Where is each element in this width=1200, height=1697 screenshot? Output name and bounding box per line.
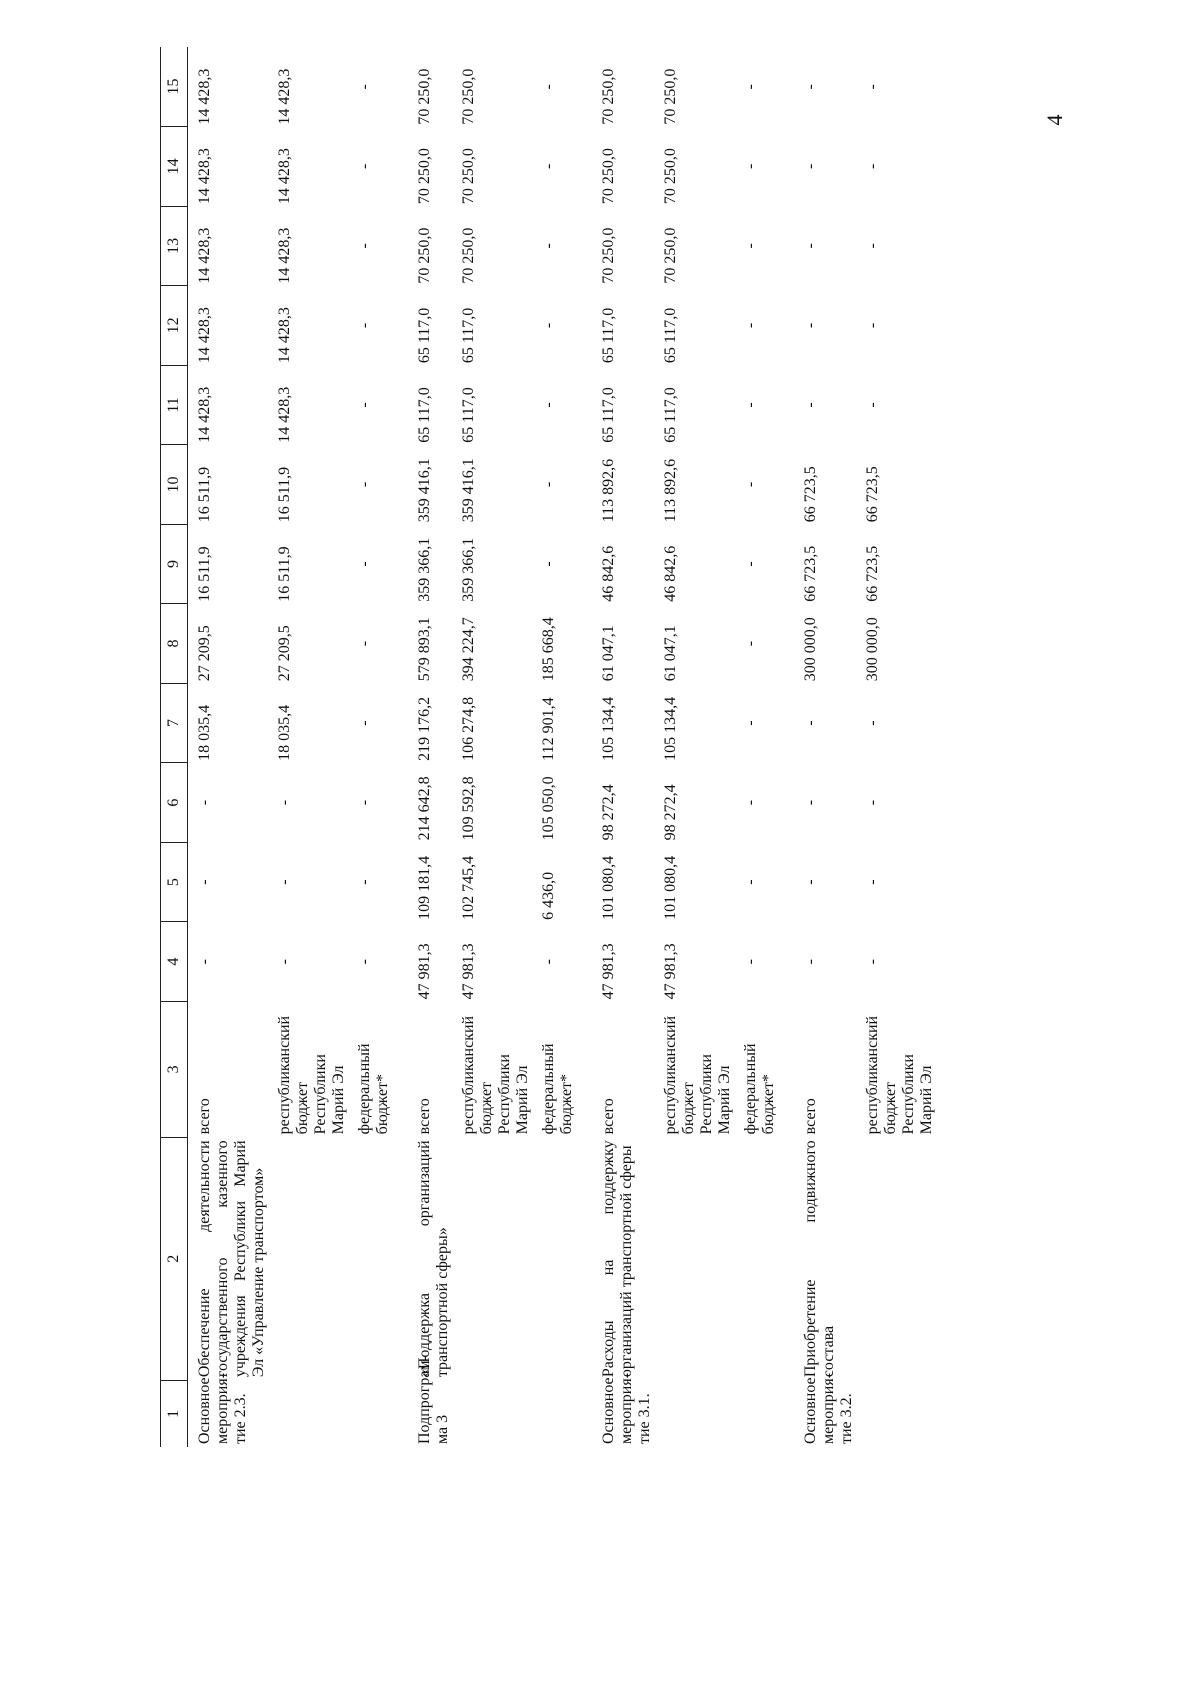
amount-cell: 66 723,5 [864,545,881,602]
amount-cell: 65 117,0 [662,387,679,443]
amount-cell: 579 893,1 [416,617,433,682]
amount-cell: 14 428,3 [276,386,293,443]
amount-cell: - [802,958,819,965]
funding-source-cell: федеральный бюджет* [356,1043,391,1135]
amount-cell: - [802,402,819,408]
amount-cell: 61 047,1 [600,625,617,682]
amount-cell: 109 592,8 [460,776,477,841]
amount-cell: 359 416,1 [460,458,477,523]
amount-cell: 113 892,6 [662,458,679,523]
amount-cell: 300 000,0 [864,617,881,682]
amount-cell: 113 892,6 [600,458,617,523]
amount-cell: 394 224,7 [460,617,477,682]
amount-cell: - [742,402,759,408]
amount-cell: 14 428,3 [276,148,293,205]
amount-cell: - [356,879,373,885]
amount-cell: - [864,322,881,329]
amount-cell: 65 117,0 [600,387,617,443]
rotated-table-wrapper [160,47,1060,1447]
amount-cell: - [356,322,373,329]
item-code-cell: Основное мероприя-тие 3.2. [802,1372,855,1444]
amount-cell: - [802,243,819,249]
amount-cell: 14 428,3 [196,227,213,284]
funding-source-cell: республиканский бюджет Республики Марий Эл [276,1015,347,1135]
funding-source-cell: республиканский бюджет Республики Марий Эл [864,1015,935,1135]
item-code-cell [268,1380,348,1447]
amount-cell: 18 035,4 [276,704,293,761]
amount-cell: - [864,958,881,965]
amount-cell: 14 428,3 [276,227,293,284]
amount-cell: 65 117,0 [460,387,477,443]
amount-cell: 359 366,1 [416,537,433,602]
amount-cell: - [742,958,759,965]
item-name-cell [348,1137,392,1380]
amount-cell: - [356,402,373,408]
amount-cell: - [864,243,881,249]
amount-cell: 70 250,0 [460,148,477,205]
amount-cell: - [742,799,759,806]
amount-cell: 66 723,5 [802,466,819,523]
amount-cell: - [356,958,373,965]
amount-cell: 105 050,0 [540,776,557,841]
amount-cell: 106 274,8 [460,696,477,761]
amount-cell: - [742,481,759,488]
budget-table [160,47,936,1447]
amount-cell: 219 176,2 [416,696,433,761]
table-row [734,47,778,1447]
amount-cell: 65 117,0 [662,307,679,364]
amount-cell: - [540,958,557,965]
column-header: 13 [161,206,188,286]
table-row [348,47,392,1447]
amount-cell: 70 250,0 [460,227,477,284]
amount-cell: - [802,799,819,806]
amount-cell: 70 250,0 [460,68,477,125]
column-header: 3 [161,1001,188,1137]
amount-cell: - [540,481,557,488]
amount-cell: 14 428,3 [196,386,213,443]
amount-cell: 16 511,9 [196,466,213,523]
column-header: 2 [161,1137,188,1380]
amount-cell: 16 511,9 [276,466,293,523]
amount-cell: 105 134,4 [662,696,679,761]
amount-cell: - [802,879,819,885]
amount-cell: - [540,84,557,90]
table-row [778,47,856,1447]
funding-source-cell: всего [196,1098,213,1135]
item-name-cell: Обеспечение деятельности государственного казенного учреждения Республики Марий Эл «Управление транспортом» [196,1140,267,1378]
item-name-cell: Приобретение подвижного состава [802,1140,837,1378]
amount-cell: 65 117,0 [416,307,433,364]
amount-cell: - [356,640,373,647]
amount-cell: 70 250,0 [600,68,617,125]
amount-cell: - [196,799,213,806]
amount-cell: 47 981,3 [662,943,679,1000]
amount-cell: 300 000,0 [802,617,819,682]
amount-cell: - [742,561,759,567]
amount-cell: 66 723,5 [802,545,819,602]
page-number: 4 [1042,114,1067,126]
amount-cell: - [742,322,759,329]
amount-cell: 70 250,0 [416,68,433,125]
amount-cell: 6 436,0 [540,871,557,920]
amount-cell: 65 117,0 [460,307,477,364]
amount-cell: 70 250,0 [600,148,617,205]
amount-cell: - [864,84,881,90]
amount-cell: - [356,799,373,806]
amount-cell: 14 428,3 [276,68,293,125]
amount-cell: - [196,879,213,885]
amount-cell: - [276,958,293,965]
amount-cell: 98 272,4 [600,784,617,841]
amount-cell: 16 511,9 [196,546,213,602]
amount-cell: - [540,561,557,567]
amount-cell: - [864,799,881,806]
amount-cell: - [742,879,759,885]
amount-cell: - [742,640,759,647]
item-code-cell [734,1380,778,1447]
amount-cell: - [540,322,557,329]
amount-cell: - [864,720,881,726]
item-name-cell [268,1137,348,1380]
amount-cell: 102 745,4 [460,855,477,920]
item-name-cell: «Поддержка организаций транспортной сферы» [416,1140,451,1378]
table-row [654,47,734,1447]
column-header: 5 [161,842,188,922]
amount-cell: - [864,402,881,408]
funding-source-cell: федеральный бюджет* [742,1043,777,1135]
amount-cell: 66 723,5 [864,466,881,523]
funding-source-cell: всего [416,1098,433,1135]
column-header: 12 [161,286,188,366]
item-code-cell [654,1380,734,1447]
amount-cell: 18 035,4 [196,704,213,761]
column-header: 1 [161,1380,188,1447]
amount-cell: - [356,481,373,488]
amount-cell: 70 250,0 [416,227,433,284]
amount-cell: - [276,879,293,885]
amount-cell: 101 080,4 [662,855,679,920]
item-name-cell [452,1137,532,1380]
item-name-cell [654,1137,734,1380]
amount-cell: 27 209,5 [276,625,293,682]
amount-cell: - [356,84,373,90]
column-header: 9 [161,524,188,604]
amount-cell: - [356,561,373,567]
amount-cell: 112 901,4 [540,697,557,761]
amount-cell: 65 117,0 [416,387,433,443]
amount-cell: 359 416,1 [416,458,433,523]
item-code-cell [348,1380,392,1447]
amount-cell: 47 981,3 [460,943,477,1000]
amount-cell: 101 080,4 [600,855,617,920]
amount-cell: - [802,84,819,90]
amount-cell: 98 272,4 [662,784,679,841]
table-row [576,47,654,1447]
amount-cell: - [802,322,819,329]
funding-source-cell: всего [600,1098,617,1135]
amount-cell: 46 842,6 [662,545,679,602]
amount-cell: 70 250,0 [416,148,433,205]
item-name-cell [532,1137,576,1380]
item-name-cell [734,1137,778,1380]
amount-cell: 105 134,4 [600,696,617,761]
amount-cell: 14 428,3 [196,307,213,364]
amount-cell: 16 511,9 [276,546,293,602]
amount-cell: - [356,720,373,726]
amount-cell: 359 366,1 [460,537,477,602]
item-code-cell [532,1380,576,1447]
funding-source-cell: республиканский бюджет Республики Марий Эл [460,1015,531,1135]
amount-cell: 47 981,3 [416,943,433,1000]
amount-cell: 214 642,8 [416,776,433,841]
item-name-cell: Расходы на поддержку организаций транспортной сферы [600,1140,635,1378]
column-header: 11 [161,365,188,445]
table-row [268,47,348,1447]
amount-cell: - [864,879,881,885]
table-row [532,47,576,1447]
amount-cell: - [802,163,819,169]
funding-source-cell: всего [802,1098,819,1135]
item-name-cell [856,1137,936,1380]
amount-cell: - [540,402,557,408]
amount-cell: - [864,163,881,169]
amount-cell: - [742,84,759,90]
amount-cell: 47 981,3 [600,943,617,1000]
amount-cell: 14 428,3 [276,307,293,364]
amount-cell: 70 250,0 [662,148,679,205]
amount-cell: - [276,799,293,806]
amount-cell: - [196,958,213,965]
amount-cell: - [802,720,819,726]
amount-cell: 70 250,0 [600,227,617,284]
table-row [188,47,269,1447]
table-row [392,47,452,1447]
amount-cell: - [540,163,557,169]
amount-cell: - [356,163,373,169]
amount-cell: 14 428,3 [196,68,213,125]
amount-cell: 65 117,0 [600,307,617,364]
amount-cell: 109 181,4 [416,855,433,920]
item-code-cell: Подпрограм-ма 3 [416,1355,451,1444]
item-code-cell [856,1380,936,1447]
column-header: 6 [161,763,188,843]
amount-cell: 61 047,1 [662,625,679,682]
column-header: 7 [161,683,188,763]
column-number-header-row [161,47,188,1447]
column-header: 10 [161,445,188,525]
amount-cell: 27 209,5 [196,625,213,682]
item-code-cell [452,1380,532,1447]
funding-source-cell: федеральный бюджет* [540,1043,575,1135]
amount-cell: - [742,720,759,726]
table-row [452,47,532,1447]
column-header: 14 [161,127,188,207]
amount-cell: 70 250,0 [662,227,679,284]
amount-cell: - [742,243,759,249]
table-body [188,47,937,1447]
column-header: 15 [161,47,188,127]
column-header: 8 [161,604,188,684]
item-code-cell: Основное мероприя-тие 2.3. [196,1372,249,1444]
amount-cell: 14 428,3 [196,148,213,205]
funding-source-cell: республиканский бюджет Республики Марий Эл [662,1015,733,1135]
amount-cell: - [540,243,557,249]
amount-cell: 46 842,6 [600,545,617,602]
column-header: 4 [161,922,188,1002]
table-row [856,47,936,1447]
amount-cell: 70 250,0 [662,68,679,125]
amount-cell: - [356,243,373,249]
amount-cell: 185 668,4 [540,617,557,682]
item-code-cell: Основное мероприя-тие 3.1. [600,1372,653,1444]
amount-cell: - [742,163,759,169]
